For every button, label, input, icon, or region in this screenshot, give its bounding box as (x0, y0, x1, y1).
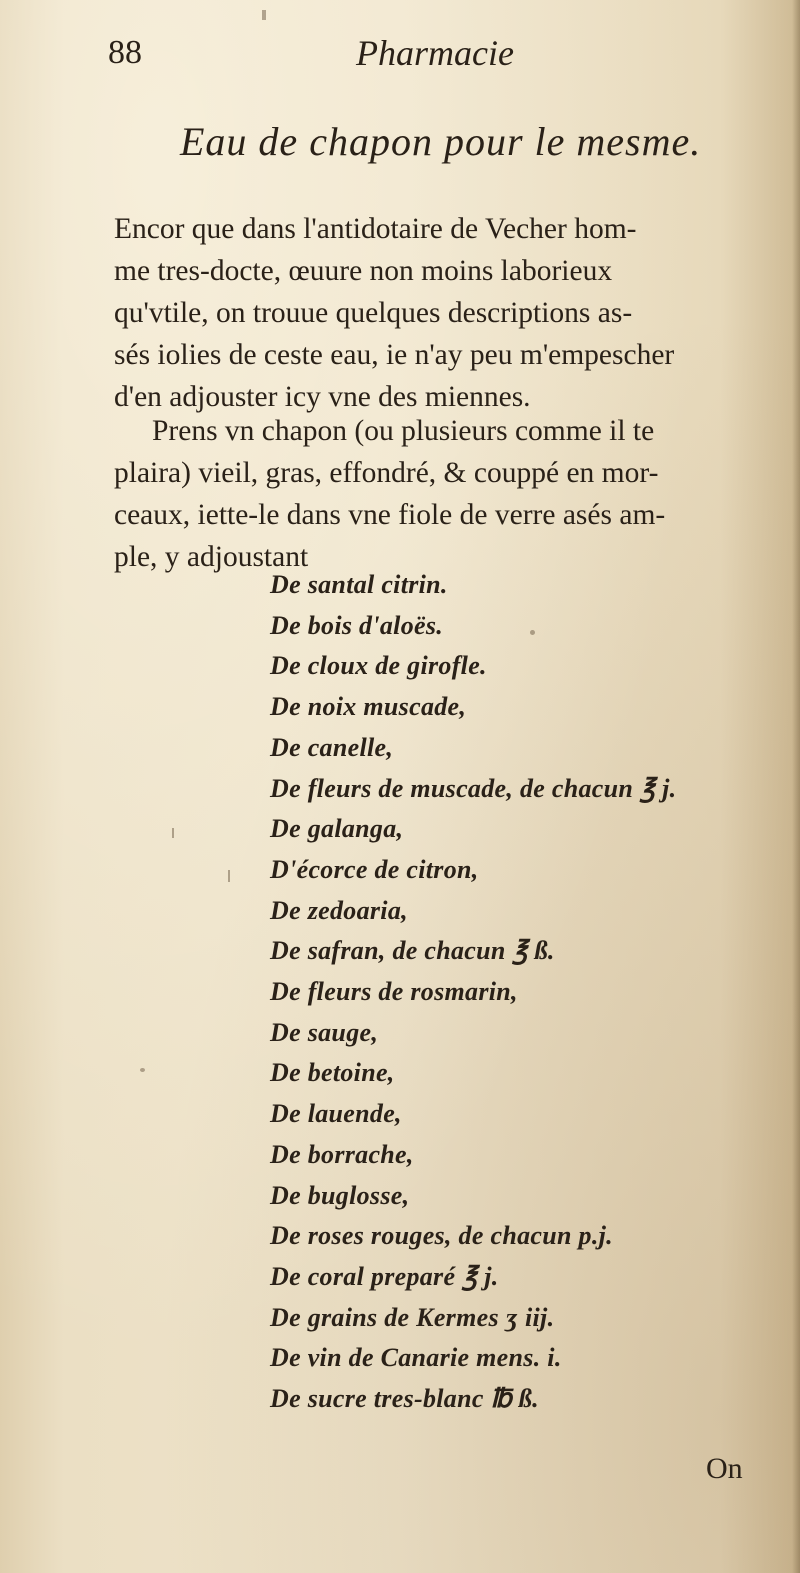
ingredient-item: De borrache, (270, 1139, 414, 1169)
page-header (108, 30, 708, 90)
page-gutter-shadow (792, 0, 800, 1573)
ingredient-item: De grains de Kermes ʒ iij. (270, 1302, 555, 1332)
paper-speck (228, 870, 230, 882)
ingredient-item: De noix muscade, (270, 692, 467, 722)
ingredient-list (270, 565, 676, 1420)
text-line: Prens vn chapon (ou plusieurs comme il te (152, 415, 655, 447)
paper-speck (262, 10, 266, 20)
text-line: ceaux, iette-le dans vne fiole de verre asés am- (114, 499, 666, 531)
ingredient-item: De betoine, (270, 1058, 395, 1088)
ingredient-item: De sucre tres-blanc ℔ ß. (270, 1384, 539, 1414)
text-line: ple, y adjoustant (114, 541, 309, 573)
paragraph-intro (114, 208, 754, 418)
ingredient-item: De fleurs de muscade, de chacun ℥ j. (270, 773, 677, 803)
ingredient-item: De buglosse, (270, 1180, 410, 1210)
paper-speck (530, 630, 535, 635)
ingredient-item: D'écorce de citron, (270, 854, 479, 884)
ingredient-item: De roses rouges, de chacun p.j. (270, 1221, 613, 1251)
paragraph-recipe (114, 410, 754, 578)
ingredient-item: De safran, de chacun ℥ ß. (270, 936, 555, 966)
text-line: Encor que dans l'antidotaire de Vecher hom- (114, 213, 637, 245)
text-line: sés iolies de ceste eau, ie n'ay peu m'empescher (114, 339, 675, 371)
ingredient-item: De cloux de girofle. (270, 651, 487, 681)
text-line: plaira) vieil, gras, effondré, & couppé en mor- (114, 457, 659, 489)
ingredient-item: De vin de Canarie mens. i. (270, 1343, 562, 1373)
ingredient-item: De lauende, (270, 1099, 402, 1129)
ingredient-item: De fleurs de rosmarin, (270, 977, 518, 1007)
paper-speck (140, 1068, 145, 1072)
ingredient-item: De galanga, (270, 814, 404, 844)
running-head: Pharmacie (356, 33, 514, 73)
ingredient-item: De zedoaria, (270, 895, 408, 925)
ingredient-item: De sauge, (270, 1017, 379, 1047)
ingredient-item: De coral preparé ℥ j. (270, 1261, 499, 1291)
paper-speck (172, 828, 174, 838)
text-line: qu'vtile, on trouue quelques descriptions as- (114, 297, 633, 329)
text-line: me tres-docte, œuure non moins laborieux (114, 255, 613, 287)
catchword: On (706, 1452, 743, 1485)
ingredient-item: De santal citrin. (270, 570, 448, 599)
page-number: 88 (108, 34, 142, 71)
text-line: d'en adjouster icy vne des miennes. (114, 381, 531, 413)
ingredient-item: De canelle, (270, 732, 394, 762)
section-title: Eau de chapon pour le mesme. (180, 119, 702, 164)
ingredient-item: De bois d'aloës. (270, 610, 444, 640)
